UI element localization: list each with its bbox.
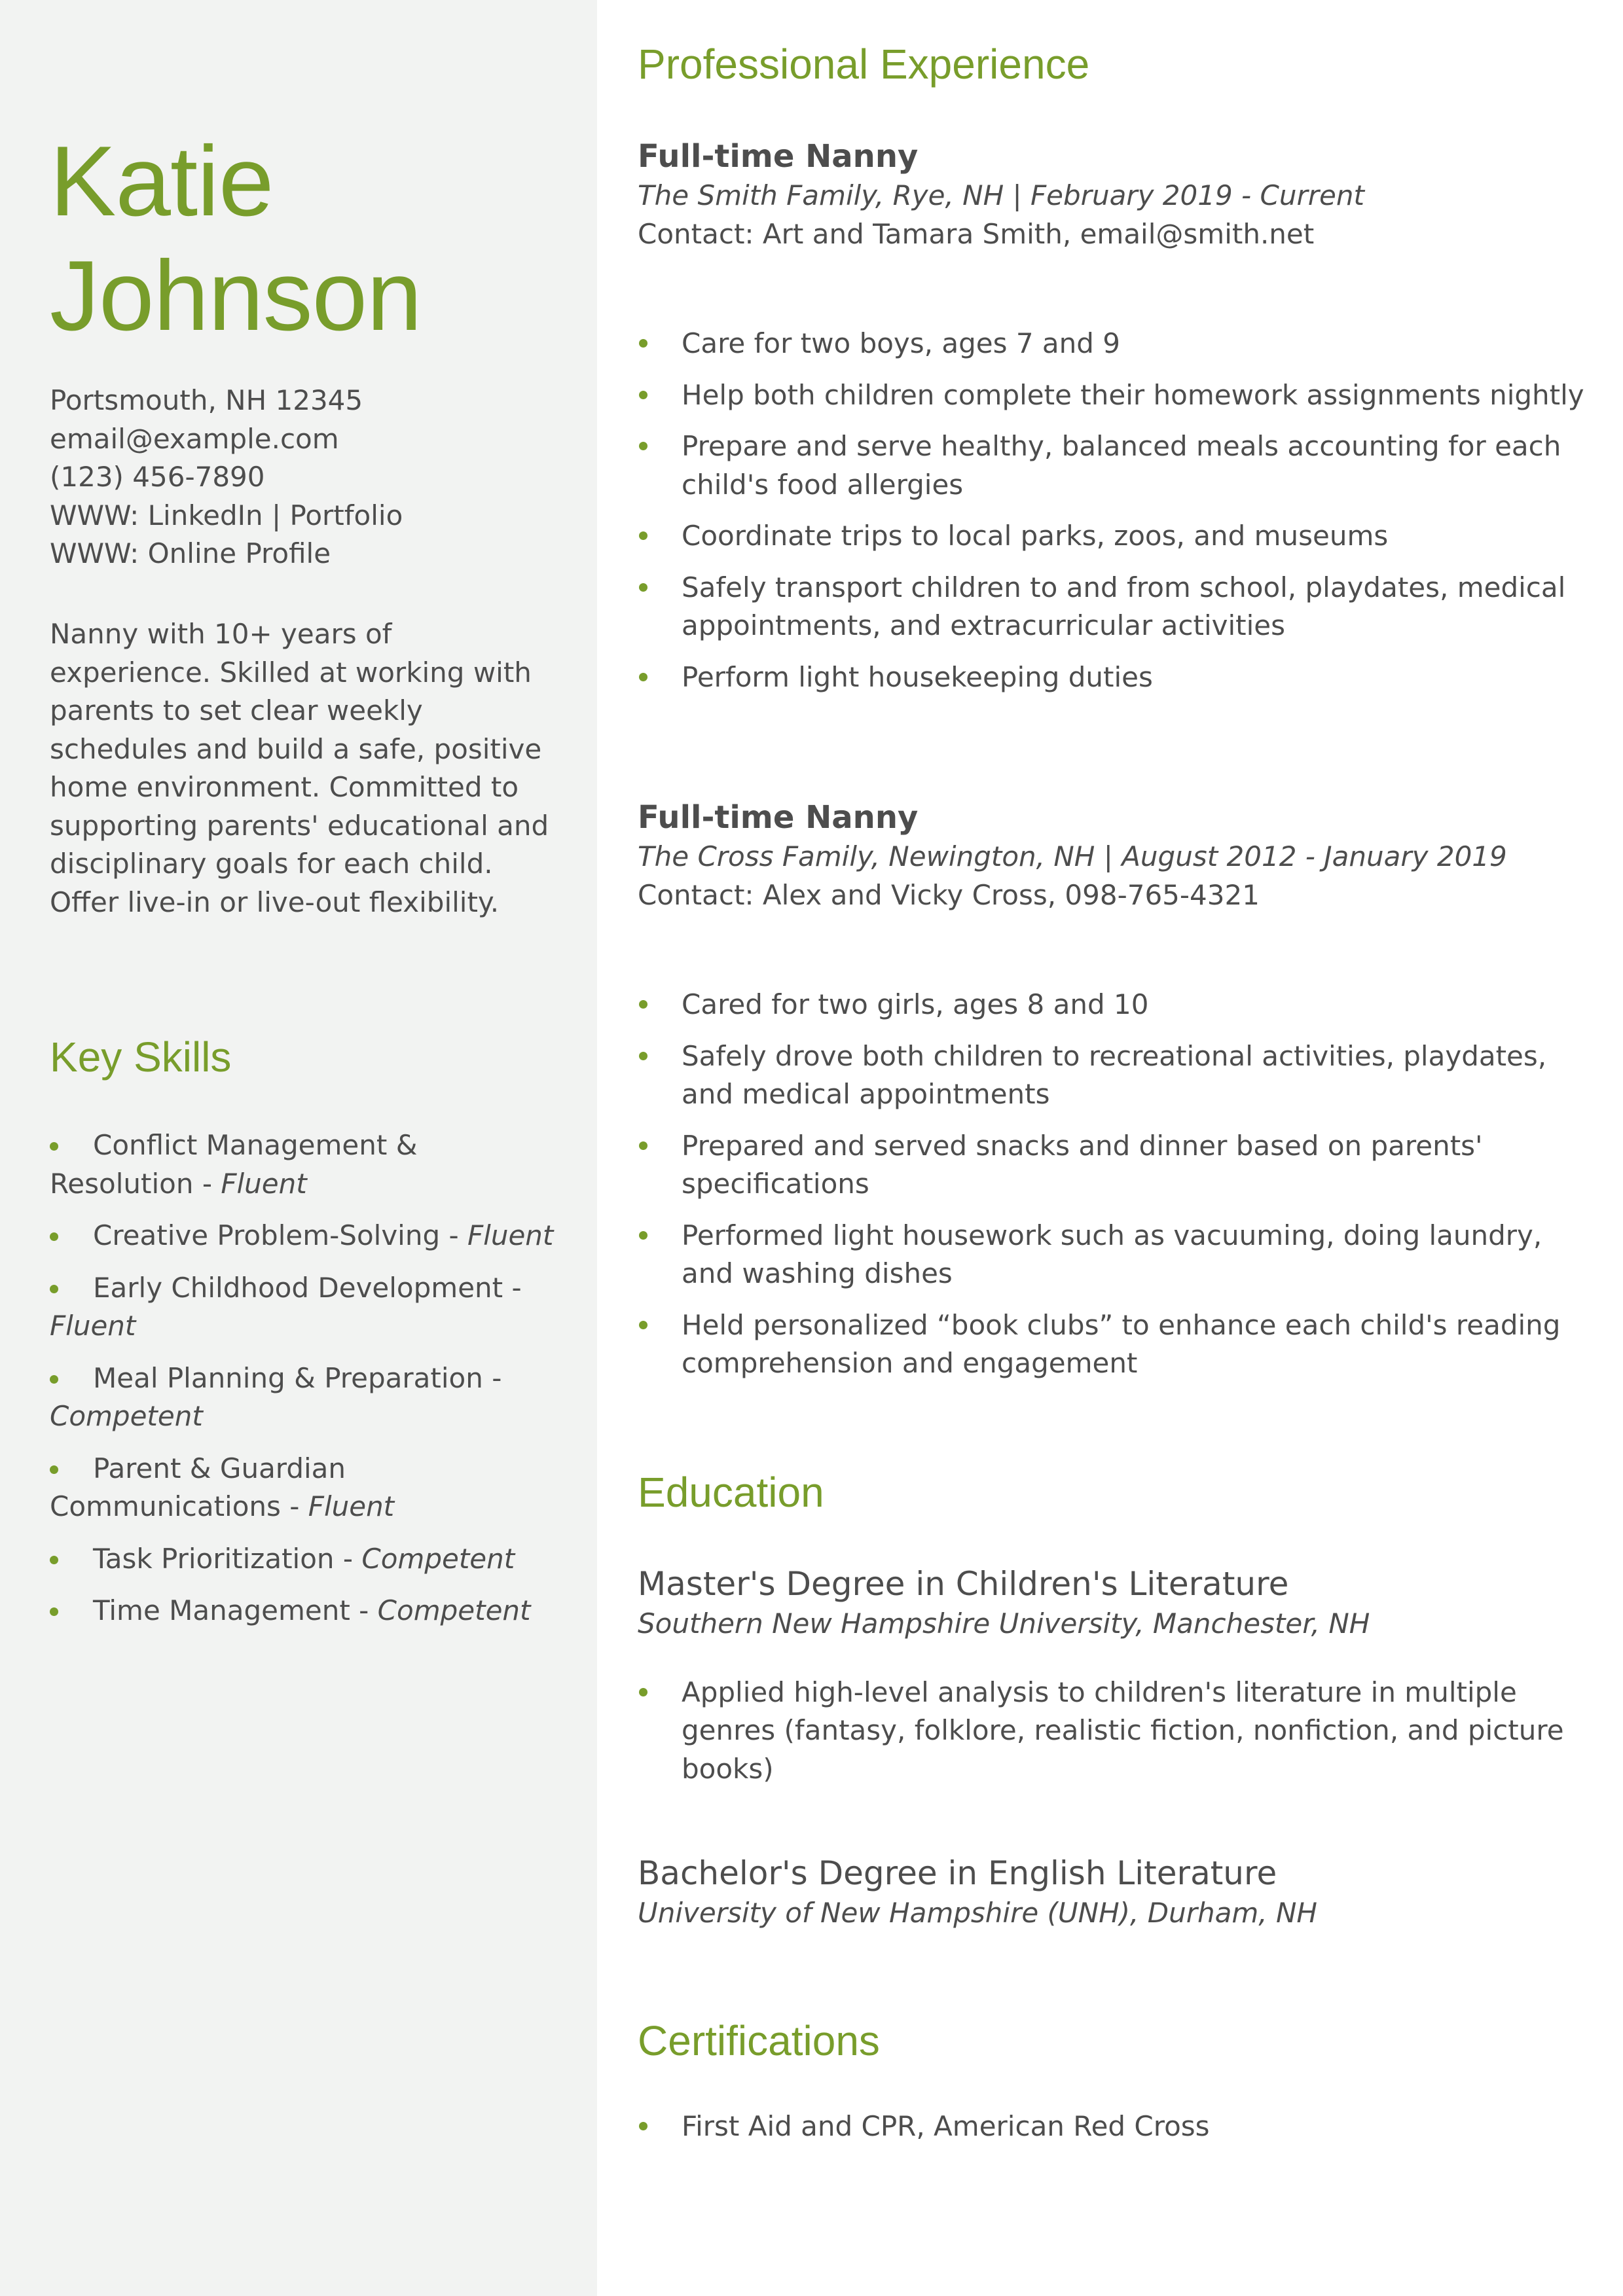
bullet-icon [50, 1142, 58, 1151]
skill-item: Conflict Management & Resolution - Fluent [50, 1129, 418, 1200]
bullet-icon [639, 1141, 647, 1150]
list-item: Prepared and served snacks and dinner based on parents' specifications [638, 1127, 1587, 1204]
bullet-icon [639, 1052, 647, 1060]
candidate-name [50, 124, 422, 353]
bullet-icon [639, 391, 647, 399]
school-name: Southern New Hampshire University, Manchester, NH [638, 1607, 1370, 1640]
list-item: Perform light housekeeping duties [638, 658, 1587, 697]
contact-www-links[interactable]: WWW: LinkedIn | Portfolio [50, 499, 403, 531]
list-item: Safely transport children to and from school, playdates, medical appointments, and extracurricular activities [638, 569, 1587, 645]
bullet-icon [639, 339, 647, 348]
list-item: Applied high-level analysis to children's literature in multiple genres (fantasy, folklore, realistic fiction, nonfiction, and picture books) [638, 1674, 1587, 1789]
job-employer-dates: The Cross Family, Newington, NH | August 2012 - January 2019 [638, 840, 1507, 872]
degree-title: Master's Degree in Children's Literature [638, 1565, 1289, 1603]
skill-item: Time Management - Competent [50, 1592, 554, 1630]
job-entry [638, 797, 1587, 1396]
bullet-icon [639, 531, 647, 540]
skill-level: Competent [50, 1400, 203, 1432]
contact-address: Portsmouth, NH 12345 [50, 384, 363, 416]
contact-block [50, 382, 403, 573]
skill-item: Creative Problem-Solving - Fluent [50, 1217, 554, 1255]
professional-summary: Nanny with 10+ years of experience. Skilled at working with parents to set clear weekly schedules and build a safe, positive home environment. Committed to supporting parents' educational and disciplinary goals for each child. Offer live-in or live-out flexibility. [50, 618, 549, 918]
bullet-icon [50, 1465, 58, 1474]
skill-item: Early Childhood Development - Fluent [50, 1271, 522, 1342]
job-title: Full-time Nanny [638, 799, 919, 836]
job-contact: Contact: Alex and Vicky Cross, 098-765-4321 [638, 878, 1260, 911]
job-duties [638, 986, 1587, 1383]
list-item: Coordinate trips to local parks, zoos, and museums [638, 517, 1587, 556]
list-item: Help both children complete their homework assignments nightly [638, 376, 1587, 415]
list-item: Care for two boys, ages 7 and 9 [638, 325, 1587, 363]
sidebar [0, 0, 597, 2296]
skill-level: Competent [361, 1542, 515, 1575]
bullet-icon [50, 1375, 58, 1384]
list-item: Safely drove both children to recreational activities, playdates, and medical appointments [638, 1037, 1587, 1114]
skill-item: Meal Planning & Preparation - Competent [50, 1361, 502, 1432]
certifications-heading: Certifications [638, 2017, 880, 2064]
list-item: Held personalized “book clubs” to enhance each child's reading comprehension and engagement [638, 1306, 1587, 1383]
certifications-list [638, 2108, 1587, 2146]
list-item: Cared for two girls, ages 8 and 10 [638, 986, 1587, 1024]
main-content [597, 0, 1623, 2296]
skills-heading: Key Skills [50, 1033, 232, 1081]
first-name: Katie [50, 126, 274, 237]
contact-www-profile[interactable]: WWW: Online Profile [50, 537, 331, 569]
experience-heading: Professional Experience [638, 41, 1090, 88]
bullet-icon [639, 1321, 647, 1329]
bullet-icon [50, 1285, 58, 1293]
skill-item: Task Prioritization - Competent [50, 1540, 554, 1579]
bullet-icon [639, 442, 647, 450]
list-item: Performed light housework such as vacuuming, doing laundry, and washing dishes [638, 1217, 1587, 1293]
skill-level: Fluent [221, 1167, 307, 1200]
bullet-icon [639, 1231, 647, 1240]
bullet-icon [50, 1556, 58, 1564]
job-title: Full-time Nanny [638, 138, 919, 175]
degree-title: Bachelor's Degree in English Literature [638, 1854, 1277, 1892]
contact-email[interactable]: email@example.com [50, 422, 339, 455]
job-entry [638, 136, 1587, 709]
skill-item: Parent & Guardian Communications - Fluent [50, 1452, 395, 1522]
job-contact: Contact: Art and Tamara Smith, email@smith.net [638, 217, 1315, 250]
bullet-icon [639, 583, 647, 592]
bullet-icon [639, 1688, 647, 1696]
bullet-icon [50, 1232, 58, 1241]
education-heading: Education [638, 1469, 824, 1516]
bullet-icon [639, 673, 647, 681]
last-name: Johnson [50, 240, 422, 351]
certifications-entry [638, 2108, 1587, 2159]
job-duties [638, 325, 1587, 696]
contact-phone: (123) 456-7890 [50, 461, 265, 493]
list-item: Prepare and serve healthy, balanced meals accounting for each child's food allergies [638, 427, 1587, 504]
bullet-icon [50, 1607, 58, 1616]
skill-level: Fluent [467, 1219, 554, 1251]
job-employer-dates: The Smith Family, Rye, NH | February 2019 - Current [638, 179, 1364, 211]
skills-list [50, 1126, 554, 1644]
education-details [638, 1674, 1587, 1789]
list-item: First Aid and CPR, American Red Cross [638, 2108, 1587, 2146]
skill-level: Fluent [50, 1310, 136, 1342]
bullet-icon [639, 1000, 647, 1009]
education-entry [638, 1852, 1587, 1933]
school-name: University of New Hampshire (UNH), Durham, NH [638, 1897, 1317, 1929]
education-entry [638, 1563, 1587, 1801]
skill-level: Competent [377, 1594, 531, 1626]
skill-level: Fluent [308, 1490, 395, 1522]
bullet-icon [639, 2122, 647, 2130]
